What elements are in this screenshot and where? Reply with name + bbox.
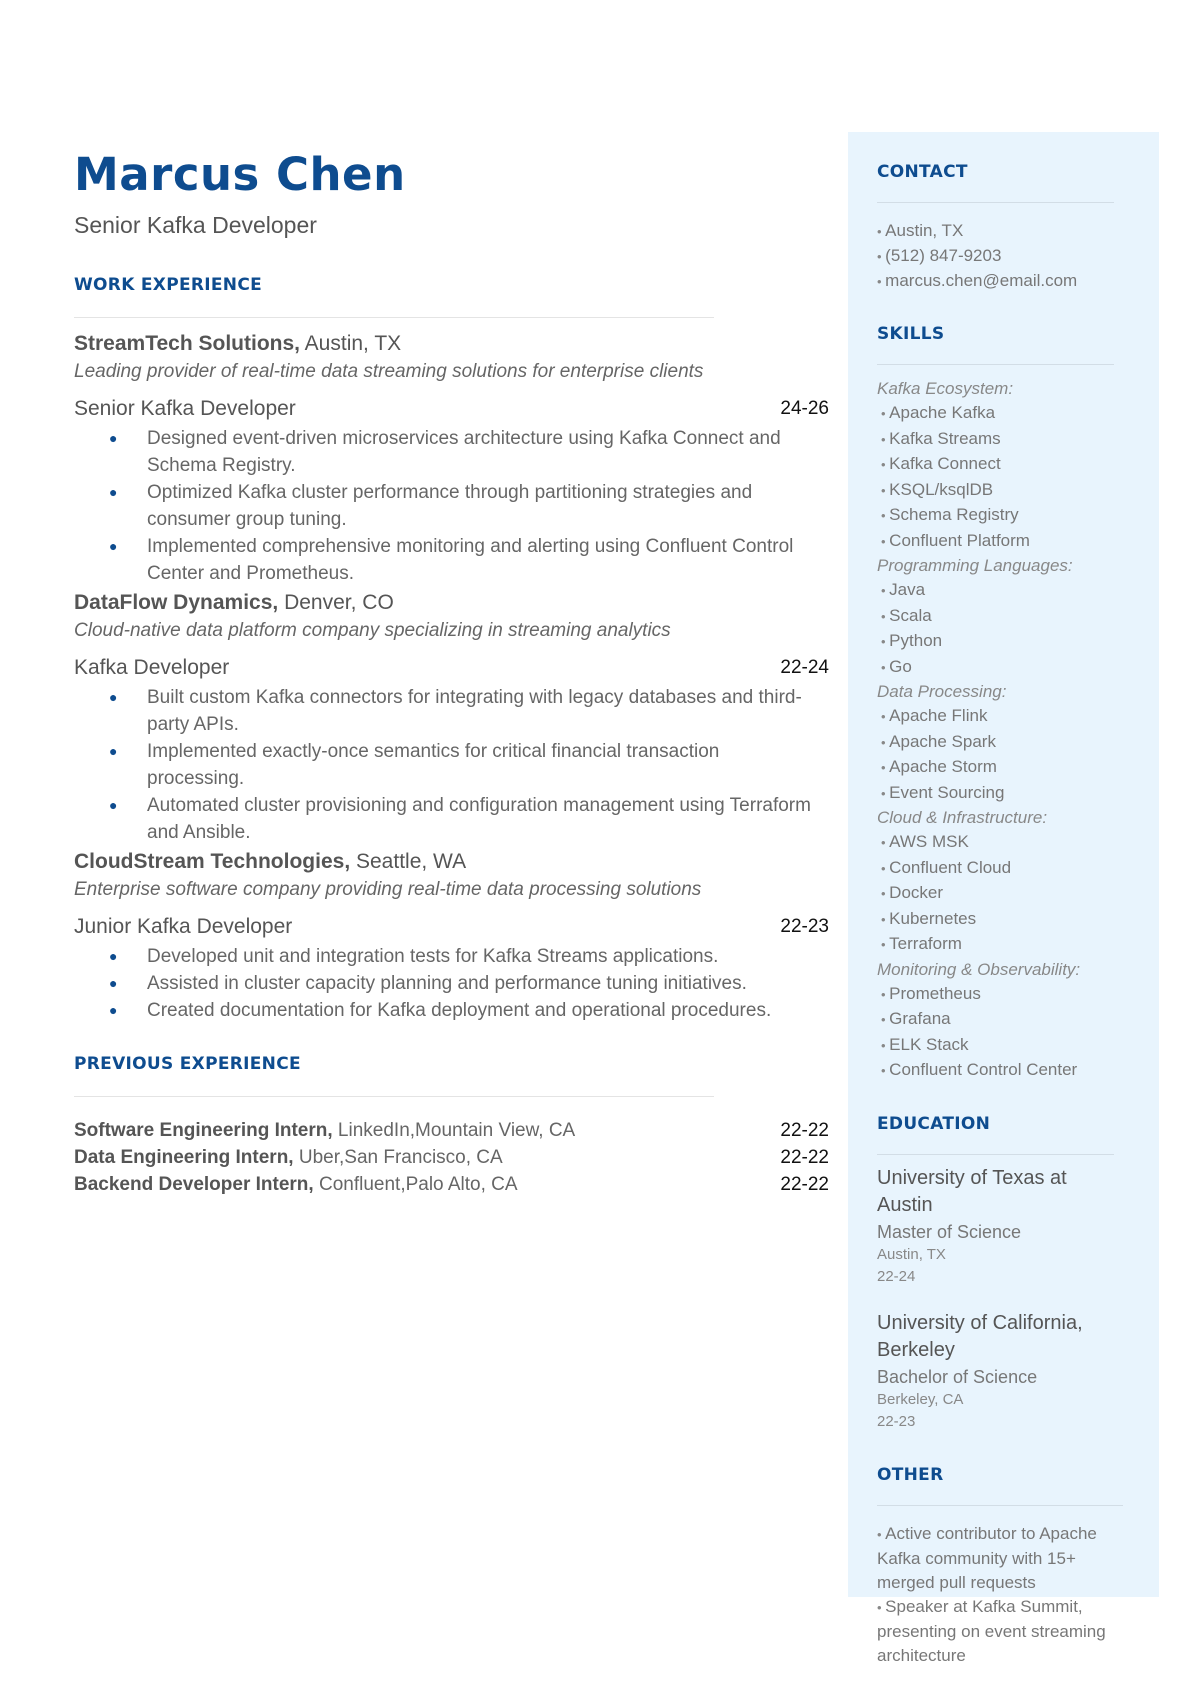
bullet-item: ● Created documentation for Kafka deployment and operational procedures. — [74, 997, 829, 1024]
skill-item: • ELK Stack — [877, 1033, 1117, 1059]
bullet-item: ● Assisted in cluster capacity planning and performance tuning initiatives. — [74, 970, 829, 997]
skill-item: • Confluent Cloud — [877, 856, 1117, 882]
previous-org: LinkedIn,Mountain View, CA — [332, 1120, 576, 1141]
skill-item: • Apache Storm — [877, 755, 1117, 781]
candidate-name: Marcus Chen — [74, 148, 406, 201]
bullet-item: ● Developed unit and integration tests for Kafka Streams applications. — [74, 943, 829, 970]
contact-email: • marcus.chen@email.com — [877, 269, 1117, 294]
role-dates: 22-24 — [780, 657, 829, 678]
bullet-item: ● Automated cluster provisioning and configuration management using Terraform and Ansible. — [74, 792, 829, 846]
company-location: Austin, TX — [300, 332, 402, 355]
role-row — [74, 654, 829, 682]
bullet-item: ● Implemented comprehensive monitoring and alerting using Confluent Control Center and Prometheus. — [74, 533, 829, 587]
sidebar-divider — [877, 202, 1114, 203]
previous-role: Software Engineering Intern, — [74, 1120, 333, 1141]
skill-item: • Schema Registry — [877, 503, 1117, 529]
skill-item: • Kafka Streams — [877, 427, 1117, 453]
work-entry-cloudstream — [74, 848, 829, 1024]
skill-category: Cloud & Infrastructure: — [877, 808, 1048, 827]
skill-item: • Kubernetes — [877, 907, 1117, 933]
candidate-title: Senior Kafka Developer — [74, 212, 317, 238]
skills-heading: SKILLS — [877, 324, 945, 344]
school-name: University of Texas at Austin — [877, 1166, 1067, 1216]
main-column — [74, 148, 829, 1198]
school-name: University of California, Berkeley — [877, 1311, 1083, 1361]
company-location: Denver, CO — [278, 591, 394, 614]
company-name: DataFlow Dynamics, — [74, 591, 279, 614]
role-bullets — [74, 425, 829, 587]
role-bullets — [74, 684, 829, 846]
sidebar-divider — [877, 364, 1114, 365]
previous-role: Backend Developer Intern, — [74, 1174, 314, 1195]
role-title: Senior Kafka Developer — [74, 397, 296, 420]
skill-item: • Scala — [877, 604, 1117, 630]
skill-item: • Prometheus — [877, 982, 1117, 1008]
company-line — [74, 330, 829, 358]
section-divider — [74, 317, 714, 318]
degree: Bachelor of Science — [877, 1366, 1038, 1387]
skill-item: • Confluent Platform — [877, 529, 1117, 555]
skill-list — [877, 401, 1117, 554]
role-row — [74, 395, 829, 423]
education-entry — [877, 1165, 1117, 1288]
school-location: Berkeley, CA — [877, 1390, 964, 1408]
bullet-item: ● Implemented exactly-once semantics for critical financial transaction processing. — [74, 738, 829, 792]
company-name: CloudStream Technologies, — [74, 850, 351, 873]
previous-item — [74, 1171, 829, 1198]
work-experience-heading: WORK EXPERIENCE — [74, 275, 263, 295]
company-description: Enterprise software company providing real-time data processing solutions — [74, 879, 702, 900]
contact-heading: CONTACT — [877, 162, 968, 182]
skill-list — [877, 982, 1117, 1084]
sidebar-divider — [877, 1505, 1123, 1506]
sidebar — [848, 132, 1159, 1665]
company-line — [74, 589, 829, 617]
skill-item: • Confluent Control Center — [877, 1058, 1117, 1084]
skill-category: Data Processing: — [877, 682, 1007, 701]
skill-list — [877, 578, 1117, 680]
other-list — [877, 1522, 1117, 1668]
other-heading: OTHER — [877, 1464, 944, 1485]
previous-org: Confluent,Palo Alto, CA — [313, 1174, 518, 1195]
contact-phone: • (512) 847-9203 — [877, 244, 1117, 269]
company-description: Leading provider of real-time data streaming solutions for enterprise clients — [74, 361, 704, 382]
skill-item: • KSQL/ksqlDB — [877, 478, 1117, 504]
bullet-item: ● Built custom Kafka connectors for integrating with legacy databases and third-party APIs. — [74, 684, 829, 738]
section-divider — [74, 1096, 714, 1097]
company-name: StreamTech Solutions, — [74, 332, 300, 355]
skill-category: Kafka Ecosystem: — [877, 379, 1014, 398]
skill-item: • Python — [877, 629, 1117, 655]
role-row — [74, 913, 829, 941]
skill-item: • AWS MSK — [877, 830, 1117, 856]
previous-dates: 22-22 — [780, 1147, 829, 1168]
previous-experience-heading: PREVIOUS EXPERIENCE — [74, 1054, 301, 1074]
bullet-item: ● Designed event-driven microservices architecture using Kafka Connect and Schema Registry. — [74, 425, 829, 479]
skill-item: • Kafka Connect — [877, 452, 1117, 478]
role-bullets — [74, 943, 829, 1024]
skill-category: Programming Languages: — [877, 556, 1073, 575]
skill-item: • Apache Kafka — [877, 401, 1117, 427]
skill-item: • Go — [877, 655, 1117, 681]
school-location: Austin, TX — [877, 1245, 946, 1263]
role-title: Junior Kafka Developer — [74, 915, 293, 938]
other-item: • Active contributor to Apache Kafka community with 15+ merged pull requests — [877, 1522, 1117, 1595]
previous-item — [74, 1144, 829, 1171]
sidebar-divider — [877, 1154, 1114, 1155]
role-dates: 24-26 — [780, 398, 829, 419]
education-dates: 22-23 — [877, 1412, 916, 1430]
skill-item: • Apache Flink — [877, 704, 1117, 730]
skill-item: • Event Sourcing — [877, 781, 1117, 807]
previous-item — [74, 1117, 829, 1144]
education-dates: 22-24 — [877, 1267, 916, 1285]
company-description: Cloud-native data platform company specializing in streaming analytics — [74, 620, 671, 641]
skill-list — [877, 830, 1117, 958]
company-line — [74, 848, 829, 876]
contact-list — [877, 219, 1117, 294]
skill-item: • Apache Spark — [877, 730, 1117, 756]
skill-list — [877, 704, 1117, 806]
previous-dates: 22-22 — [780, 1174, 829, 1195]
role-dates: 22-23 — [780, 916, 829, 937]
education-entry — [877, 1310, 1117, 1433]
skill-item: • Terraform — [877, 932, 1117, 958]
skill-item: • Docker — [877, 881, 1117, 907]
degree: Master of Science — [877, 1221, 1022, 1242]
skill-item: • Java — [877, 578, 1117, 604]
previous-dates: 22-22 — [780, 1120, 829, 1141]
skill-item: • Grafana — [877, 1007, 1117, 1033]
work-entry-dataflow — [74, 589, 829, 846]
role-title: Kafka Developer — [74, 656, 230, 679]
work-entry-streamtech — [74, 330, 829, 587]
bullet-item: ● Optimized Kafka cluster performance through partitioning strategies and consumer group tuning. — [74, 479, 829, 533]
skill-category: Monitoring & Observability: — [877, 959, 1081, 979]
previous-org: Uber,San Francisco, CA — [293, 1147, 503, 1168]
education-heading: EDUCATION — [877, 1113, 991, 1134]
company-location: Seattle, WA — [350, 850, 467, 873]
contact-location: • Austin, TX — [877, 219, 1117, 244]
previous-role: Data Engineering Intern, — [74, 1147, 294, 1168]
other-item: • Speaker at Kafka Summit, presenting on event streaming architecture — [877, 1595, 1117, 1668]
